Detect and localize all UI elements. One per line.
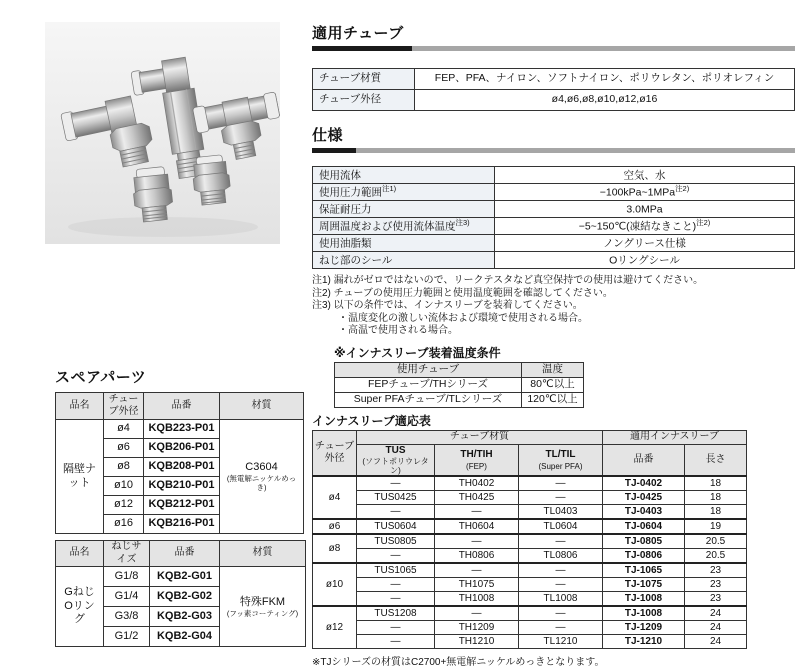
size-cell: ø8	[104, 458, 144, 477]
right-column	[312, 24, 795, 668]
part-no-cell: KQB208-P01	[144, 458, 220, 477]
size-cell: ø10	[104, 477, 144, 496]
spec-label-text: 保証耐圧力	[319, 203, 372, 216]
part-no-cell: TJ-0805	[603, 534, 685, 549]
note-line: 注1) 漏れがゼロではないので、リークテスタなど真空保持での使用は避けてください。	[312, 275, 704, 286]
spec-label	[313, 235, 495, 252]
tube-material-value: FEP、PFA、ナイロン、ソフトナイロン、ポリウレタン、ポリオレフィン	[415, 69, 795, 90]
length-cell: 20.5	[685, 534, 747, 549]
size-cell: ø12	[313, 606, 357, 649]
cell: TL0403	[519, 505, 603, 520]
cell: TL0806	[519, 549, 603, 564]
cell: 120℃以上	[522, 392, 584, 407]
length-cell: 23	[685, 578, 747, 592]
cell: TH1075	[435, 578, 519, 592]
col-header-tube-od: チューブ外径	[104, 393, 144, 420]
table-row	[313, 69, 795, 90]
table-row	[313, 592, 747, 607]
series-code: TL/TIL	[545, 449, 576, 461]
cell: —	[357, 592, 435, 607]
table-header-row	[56, 393, 304, 420]
spec-row-proof-pressure	[313, 201, 795, 218]
size-cell: ø6	[104, 439, 144, 458]
rule-gray-segment	[412, 46, 795, 51]
cell: —	[435, 534, 519, 549]
spec-label	[313, 218, 495, 235]
length-cell: 18	[685, 491, 747, 505]
spec-value-text: 3.0MPa	[626, 203, 663, 216]
cell: TL0604	[519, 519, 603, 534]
part-no-cell: KQB2-G03	[150, 607, 220, 627]
cell: TUS0425	[357, 491, 435, 505]
inner-sleeve-table-title: インナスリーブ適応表	[312, 413, 431, 428]
cell: TH0604	[435, 519, 519, 534]
part-no-cell: TJ-1065	[603, 563, 685, 578]
table-row	[313, 578, 747, 592]
cell: —	[519, 621, 603, 635]
material-name: C3604	[245, 461, 278, 473]
cell: TH1008	[435, 592, 519, 607]
part-no-cell: KQB2-G02	[150, 587, 220, 607]
tube-material-label: チューブ材質	[313, 69, 415, 90]
note-ref: 注2)	[675, 184, 690, 194]
cell: —	[519, 606, 603, 621]
tube-od-value: ø4,ø6,ø8,ø10,ø12,ø16	[415, 90, 795, 111]
thread-size-cell: G1/8	[104, 567, 150, 587]
table-row	[56, 567, 306, 587]
spec-label-text: 周囲温度および使用流体温度	[319, 220, 456, 233]
note-line: ・温度変化の激しい流体および環境で使用される場合。	[338, 312, 588, 324]
table-row	[335, 377, 584, 392]
table-row	[56, 420, 304, 439]
series-material: (Super PFA)	[538, 461, 583, 471]
length-cell: 23	[685, 563, 747, 578]
table-row	[313, 563, 747, 578]
series-code: TH/TIH	[460, 449, 493, 461]
spec-label	[313, 184, 495, 201]
spec-value	[495, 184, 795, 201]
series-material: (ソフトポリウレタン)	[362, 457, 429, 476]
cell: TH1210	[435, 635, 519, 649]
table-row	[313, 519, 747, 534]
title-rule-specifications	[312, 148, 795, 153]
spec-row-thread-seal	[313, 252, 795, 269]
spec-row-pressure-range	[313, 184, 795, 201]
cell: FEPチューブ/THシリーズ	[335, 377, 522, 392]
size-cell: ø8	[313, 534, 357, 563]
applicable-tubing-table	[312, 68, 795, 111]
col-header-applicable-sleeve: 適用インナスリーブ	[603, 430, 747, 444]
spec-row-grease	[313, 235, 795, 252]
spec-value-text: ノングリース仕様	[603, 237, 686, 250]
cell: —	[435, 505, 519, 520]
tube-od-label: チューブ外径	[313, 90, 415, 111]
cell: —	[519, 491, 603, 505]
part-no-cell: KQB2-G04	[150, 627, 220, 647]
part-no-cell: TJ-1008	[603, 592, 685, 607]
section-title-specifications: 仕様	[312, 127, 344, 144]
cell: TL1210	[519, 635, 603, 649]
oring-table	[55, 540, 306, 647]
table-row	[313, 90, 795, 111]
table-row	[313, 549, 747, 564]
part-no-cell: TJ-0403	[603, 505, 685, 520]
size-cell: ø10	[313, 563, 357, 606]
length-cell: 23	[685, 592, 747, 607]
col-header-part-no: 品番	[150, 541, 220, 567]
table-row	[313, 621, 747, 635]
part-no-cell: KQB216-P01	[144, 515, 220, 534]
col-header-part-no: 品番	[144, 393, 220, 420]
cell: TUS0805	[357, 534, 435, 549]
rule-gray-segment	[356, 148, 795, 153]
length-cell: 24	[685, 606, 747, 621]
sleeve-temp-section	[334, 346, 795, 408]
note-line: ・高温で使用される場合。	[338, 325, 458, 337]
col-header-material: 材質	[220, 393, 304, 420]
tj-material-footnote: ※TJシリーズの材質はC2700+無電解ニッケルめっきとなります。	[312, 657, 605, 668]
part-name-cell: 隔壁ナット	[56, 420, 104, 534]
col-header-tube: 使用チューブ	[335, 362, 522, 377]
specifications-table	[312, 166, 795, 269]
note-ref: 注2)	[696, 218, 711, 228]
part-no-cell: TJ-0604	[603, 519, 685, 534]
cell: —	[357, 621, 435, 635]
note-ref: 注1)	[382, 184, 397, 194]
col-header-tube-od: チューブ外径	[313, 430, 357, 476]
spec-value	[495, 218, 795, 235]
cell: —	[519, 563, 603, 578]
note-line: 注3) 以下の条件では、インナスリーブを装着してください。	[312, 300, 583, 312]
cell: TUS1065	[357, 563, 435, 578]
spec-label-text: 使用流体	[319, 169, 361, 182]
col-header-tus	[357, 444, 435, 476]
part-name-cell	[56, 567, 104, 647]
cell: —	[519, 578, 603, 592]
spec-label	[313, 252, 495, 269]
cell: —	[357, 578, 435, 592]
table-row	[335, 392, 584, 407]
table-row	[313, 606, 747, 621]
cell: —	[519, 534, 603, 549]
part-no-cell: KQB210-P01	[144, 477, 220, 496]
size-cell: ø4	[104, 420, 144, 439]
part-no-cell: TJ-1210	[603, 635, 685, 649]
table-row	[313, 505, 747, 520]
part-no-cell: TJ-1075	[603, 578, 685, 592]
cell: —	[435, 606, 519, 621]
table-row	[313, 491, 747, 505]
spec-value-text: 空気、水	[623, 169, 666, 182]
size-cell: ø12	[104, 496, 144, 515]
section-title-applicable-tubing: 適用チューブ	[312, 25, 404, 42]
length-cell: 18	[685, 505, 747, 520]
spec-value-text: −5~150℃(凍結なきこと)	[578, 220, 697, 233]
table-row	[313, 476, 747, 491]
part-name-line2: Oリング	[64, 599, 95, 626]
col-header-material: 材質	[220, 541, 306, 567]
table-header-row	[56, 541, 306, 567]
table-header-row	[335, 362, 584, 377]
material-finish: (フッ素コーティング)	[226, 608, 299, 618]
thread-size-cell: G1/4	[104, 587, 150, 607]
sleeve-temp-title: ※インナスリーブ装着温度条件	[334, 345, 501, 360]
material-name: 特殊FKM	[239, 595, 286, 608]
part-no-cell: TJ-0402	[603, 476, 685, 491]
cell: TH0806	[435, 549, 519, 564]
rule-dark-segment	[312, 46, 412, 51]
note-line: 注2) チューブの使用圧力範囲と使用温度範囲を確認してください。	[312, 287, 613, 299]
cell: —	[357, 635, 435, 649]
cell: TH0402	[435, 476, 519, 491]
spec-label-text: 使用圧力範囲	[319, 186, 382, 199]
spec-notes	[312, 275, 795, 338]
cell: TUS1208	[357, 606, 435, 621]
thread-size-cell: G3/8	[104, 607, 150, 627]
spec-row-temperature	[313, 218, 795, 235]
spare-parts-section	[55, 368, 315, 647]
cell: TL1008	[519, 592, 603, 607]
length-cell: 19	[685, 519, 747, 534]
part-no-cell: TJ-0806	[603, 549, 685, 564]
col-header-length: 長さ	[685, 444, 747, 476]
spec-label-text: ねじ部のシール	[319, 254, 393, 267]
col-header-part-no: 品番	[603, 444, 685, 476]
material-finish: (無電解ニッケルめっき)	[226, 474, 297, 492]
table-header-row	[313, 430, 747, 444]
cell: Super PFAチューブ/TLシリーズ	[335, 392, 522, 407]
spec-value	[495, 201, 795, 218]
series-material: (FEP)	[466, 461, 487, 471]
cell: —	[357, 476, 435, 491]
sleeve-temp-table	[334, 362, 584, 408]
spec-label	[313, 167, 495, 184]
part-name-line1: Gねじ	[64, 585, 95, 598]
fittings-illustration	[45, 22, 280, 244]
part-no-cell: TJ-1008	[603, 606, 685, 621]
product-photo	[45, 22, 280, 244]
spec-value-text: −100kPa~1MPa	[599, 186, 676, 199]
cell: —	[357, 549, 435, 564]
cell: TH0425	[435, 491, 519, 505]
length-cell: 20.5	[685, 549, 747, 564]
spec-value	[495, 252, 795, 269]
spec-label	[313, 201, 495, 218]
series-code: TUS	[385, 444, 406, 456]
spec-value	[495, 235, 795, 252]
cell: —	[519, 476, 603, 491]
part-no-cell: KQB223-P01	[144, 420, 220, 439]
part-no-cell: TJ-1209	[603, 621, 685, 635]
cell: TH1209	[435, 621, 519, 635]
title-rule-applicable	[312, 46, 795, 51]
col-header-thread-size: ねじサイズ	[104, 541, 150, 567]
table-header-row	[313, 444, 747, 476]
col-header-part-name: 品名	[56, 541, 104, 567]
rule-dark-segment	[312, 148, 356, 153]
table-row	[313, 635, 747, 649]
col-header-temperature: 温度	[522, 362, 584, 377]
table-row	[313, 534, 747, 549]
col-header-part-name: 品名	[56, 393, 104, 420]
inner-sleeve-table	[312, 430, 747, 650]
part-no-cell: KQB212-P01	[144, 496, 220, 515]
length-cell: 24	[685, 635, 747, 649]
col-header-tl	[519, 444, 603, 476]
cell: TUS0604	[357, 519, 435, 534]
col-header-th	[435, 444, 519, 476]
cell: —	[357, 505, 435, 520]
material-cell	[220, 567, 306, 647]
thread-size-cell: G1/2	[104, 627, 150, 647]
spec-value	[495, 167, 795, 184]
spec-value-text: Oリングシール	[609, 254, 680, 267]
size-cell: ø6	[313, 519, 357, 534]
cell: 80℃以上	[522, 377, 584, 392]
spec-label-text: 使用油脂類	[319, 237, 372, 250]
cell: —	[435, 563, 519, 578]
size-cell: ø16	[104, 515, 144, 534]
size-cell: ø4	[313, 476, 357, 519]
length-cell: 24	[685, 621, 747, 635]
part-no-cell: TJ-0425	[603, 491, 685, 505]
bulkhead-nut-table	[55, 392, 304, 534]
length-cell: 18	[685, 476, 747, 491]
note-ref: 注3)	[455, 218, 470, 228]
material-cell	[220, 420, 304, 534]
spec-row-fluid	[313, 167, 795, 184]
section-title-spare-parts: スペアパーツ	[55, 369, 147, 386]
part-no-cell: KQB206-P01	[144, 439, 220, 458]
col-header-tube-material: チューブ材質	[357, 430, 603, 444]
part-no-cell: KQB2-G01	[150, 567, 220, 587]
